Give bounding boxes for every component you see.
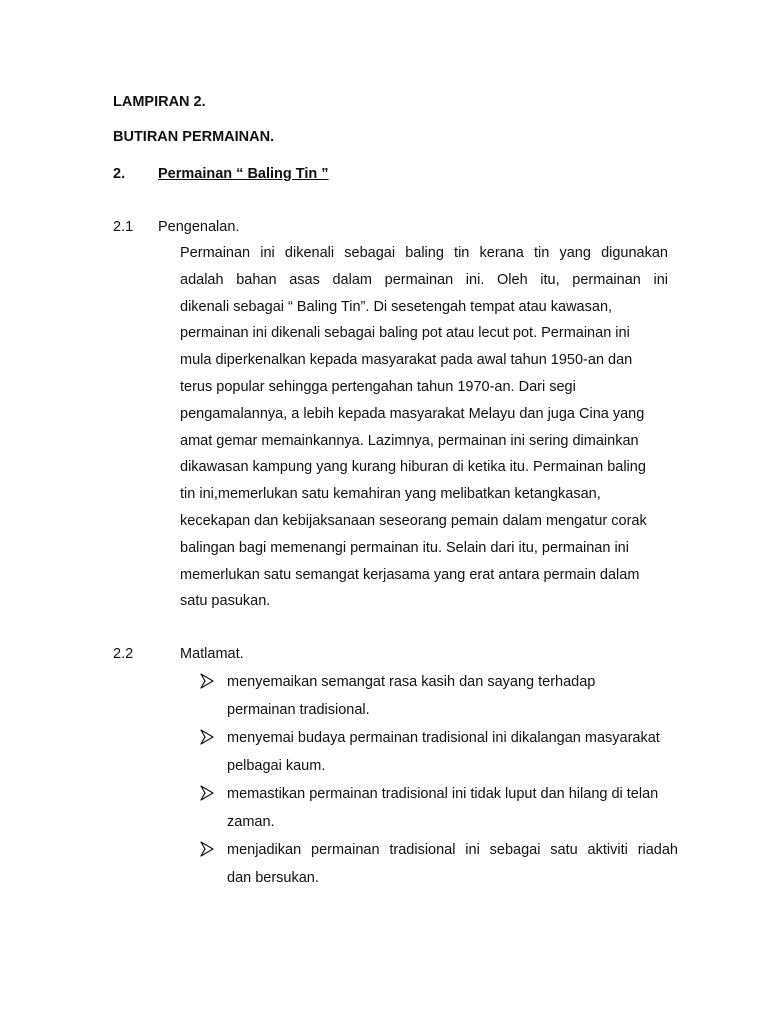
list-item (200, 671, 678, 727)
list-item (200, 839, 678, 895)
paragraph-line: dikenali sebagai “ Baling Tin”. Di sesetengah tempat atau kawasan, (180, 298, 613, 315)
section-title: Permainan “ Baling Tin ” (158, 166, 329, 182)
list-item (200, 783, 678, 839)
arrow-bullet-icon (200, 728, 214, 746)
paragraph-line: Permainan ini dikenali sebagai baling tin kerana tin yang digunakan (180, 245, 668, 261)
arrow-bullet-icon (200, 840, 214, 858)
paragraph-line: pengamalannya, a lebih kepada masyarakat Melayu dan juga Cina yang (180, 405, 645, 422)
paragraph-line: tin ini,memerlukan satu kemahiran yang melibatkan ketangkasan, (180, 486, 601, 503)
subsection-title-goals: Matlamat. (180, 646, 244, 662)
list-item-text: menyemai budaya permainan tradisional ini dikalangan masyarakat (227, 730, 660, 746)
paragraph-line: memerlukan satu semangat kerjasama yang erat antara permain dalam (180, 566, 640, 583)
arrow-bullet-icon (200, 784, 214, 802)
list-item-text: pelbagai kaum. (227, 758, 326, 774)
appendix-heading: LAMPIRAN 2. (113, 94, 206, 110)
arrow-bullet-icon (200, 672, 214, 690)
subsection-number-intro: 2.1 (113, 219, 134, 235)
paragraph-line: satu pasukan. (180, 593, 271, 610)
paragraph-line: mula diperkenalkan kepada masyarakat pada awal tahun 1950-an dan (180, 352, 633, 369)
list-item-text: memastikan permainan tradisional ini tidak luput dan hilang di telan (227, 786, 659, 802)
paragraph-line: amat gemar memainkannya. Lazimnya, permainan ini sering dimainkan (180, 432, 639, 449)
paragraph-line: adalah bahan asas dalam permainan ini. Oleh itu, permainan ini (180, 271, 668, 288)
list-item-text: permainan tradisional. (227, 702, 370, 718)
paragraph-line: permainan ini dikenali sebagai baling pot atau lecut pot. Permainan ini (180, 325, 630, 342)
paragraph-line: kecekapan dan kebijaksanaan seseorang pemain dalam mengatur corak (180, 512, 647, 529)
goals-list (200, 671, 678, 895)
list-item-text: menjadikan permainan tradisional ini sebagai satu aktiviti riadah (227, 842, 678, 858)
list-item-text: dan bersukan. (227, 870, 319, 886)
section-number: 2. (113, 166, 126, 182)
intro-paragraph (180, 242, 668, 617)
subsection-title-intro: Pengenalan. (158, 219, 240, 235)
list-item-text: menyemaikan semangat rasa kasih dan sayang terhadap (227, 674, 596, 690)
list-item (200, 727, 678, 783)
list-item-text: zaman. (227, 814, 275, 830)
subsection-number-goals: 2.2 (113, 646, 134, 662)
paragraph-line: dikawasan kampung yang kurang hiburan di ketika itu. Permainan baling (180, 459, 646, 476)
paragraph-line: terus popular sehingga pertengahan tahun 1970-an. Dari segi (180, 378, 576, 395)
paragraph-line: balingan bagi memenangi permainan itu. Selain dari itu, permainan ini (180, 539, 629, 556)
document-title: BUTIRAN PERMAINAN. (113, 129, 275, 145)
